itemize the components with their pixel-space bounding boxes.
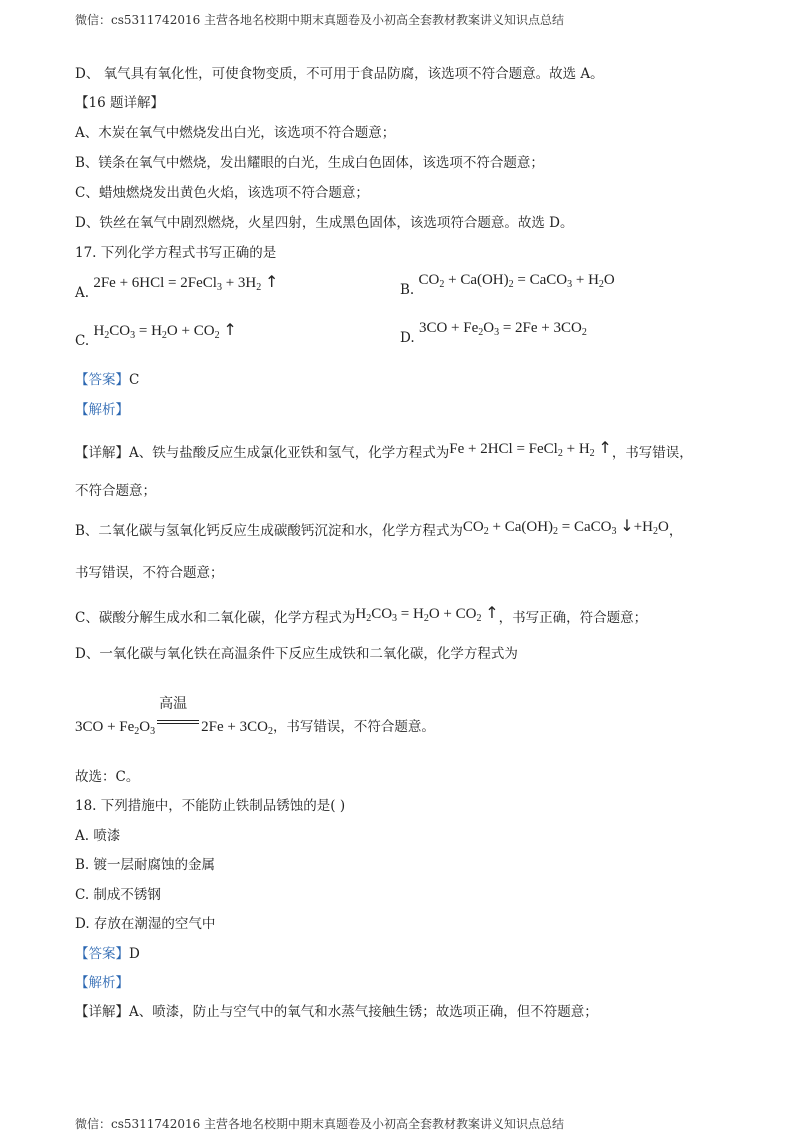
q15-option-d-explanation: D、 氧气具有氧化性，可使食物变质，不可用于食品防腐，该选项不符合题意。故选 A。: [75, 66, 604, 82]
q17-option-a-equation: 2Fe + 6HCl = 2FeCl$_3$ + $3H_2$ ↑: [93, 272, 279, 293]
q17-option-d-equation: $3CO + Fe_2O_3 = 2Fe + 3CO_2$: [418, 320, 587, 338]
q18-answer: [75, 946, 140, 962]
q17-option-d-label: D.: [400, 330, 415, 346]
q17-conclusion: 故选：C。: [75, 769, 140, 785]
q18-detail: [75, 1004, 598, 1020]
q17-answer-value: C: [129, 372, 140, 388]
q18-answer-tag: 【答案】: [75, 946, 129, 962]
q17-detail-b-equation: $CO_2 + Ca(OH)_2$ = CaCO$_3$ $↓+H_2O$: [462, 516, 669, 537]
q18-stem: 18. 下列措施中，不能防止铁制品锈蚀的是( ): [75, 798, 346, 814]
q17-detail-tag: 【详解】: [75, 445, 129, 461]
q17-option-b-label: B.: [400, 282, 415, 298]
q18-detail-text: A、喷漆，防止与空气中的氧气和水蒸气接触生锈；故选项正确，但不符题意；: [129, 1004, 598, 1020]
q17-detail-d: D、一氧化碳与氧化铁在高温条件下反应生成铁和二氧化碳，化学方程式为: [75, 646, 518, 662]
q17-detail-d-tail: ，书写错误，不符合题意。: [272, 719, 435, 735]
q17-option-a-label: A.: [75, 285, 90, 301]
q18-option-d: D. 存放在潮湿的空气中: [75, 916, 216, 932]
q17-detail-d-equation: $3CO + Fe_2O_3$ 高温 $2Fe + 3CO_2$: [75, 696, 273, 737]
q17-detail-d-equation-line: [75, 696, 435, 738]
q16-heading: 【16 题详解】: [75, 95, 164, 111]
q17-option-b-equation: $CO_2 + Ca(OH)_2$ = CaCO$_3$ + $H_2O$: [418, 272, 615, 290]
q17-detail-c: [75, 603, 647, 626]
q18-option-c: C. 制成不锈钢: [75, 887, 161, 903]
q17-detail-a-tail: ，书写错误，: [611, 445, 693, 461]
q17-option-c-equation: $H_2CO_3 = H_2O + CO_2$ ↑: [93, 320, 237, 341]
q17-option-a: [75, 272, 278, 301]
q17-detail-a-equation: Fe + 2HCl = FeCl$_2$ + $H_2$ ↑: [449, 438, 612, 459]
q18-answer-value: D: [129, 946, 140, 962]
q17-stem: 17. 下列化学方程式书写正确的是: [75, 245, 277, 261]
page-header: 微信：cs5311742016 主营各地名校期中期末真题卷及小初高全套教材教案讲义知识点总结: [75, 13, 565, 27]
q17-detail-a: [75, 438, 693, 461]
condition-label: 高温: [159, 696, 188, 712]
q18-option-a: A. 喷漆: [75, 828, 121, 844]
q17-option-d: [400, 320, 587, 346]
q17-detail-b-cont: 书写错误，不符合题意；: [75, 565, 224, 581]
q17-detail-c-equation: $H_2CO_3 = H_2O + CO_2$ ↑: [355, 603, 499, 624]
q17-option-c-label: C.: [75, 333, 90, 349]
q17-option-c: [75, 320, 237, 349]
q17-detail-b-text: B、二氧化碳与氢氧化钙反应生成碳酸钙沉淀和水，化学方程式为: [75, 523, 463, 539]
q18-detail-tag: 【详解】: [75, 1004, 129, 1020]
q18-option-b: B. 镀一层耐腐蚀的金属: [75, 857, 216, 873]
q17-detail-b-tail: ，: [668, 523, 683, 539]
q17-answer-tag: 【答案】: [75, 372, 129, 388]
q17-option-b: [400, 272, 615, 298]
q17-answer: [75, 372, 139, 388]
q16-line-a: A、木炭在氧气中燃烧发出白光，该选项不符合题意；: [75, 125, 396, 141]
q17-detail-b: [75, 516, 682, 539]
high-temperature-condition: [155, 696, 201, 734]
q18-analysis-tag: 【解析】: [75, 975, 129, 991]
q17-detail-a-cont: 不符合题意；: [75, 483, 156, 499]
q17-analysis-tag: 【解析】: [75, 402, 129, 418]
q17-detail-c-text: C、碳酸分解生成水和二氧化碳，化学方程式为: [75, 610, 356, 626]
q16-line-d: D、铁丝在氧气中剧烈燃烧，火星四射，生成黑色固体，该选项符合题意。故选 D。: [75, 215, 574, 231]
q16-line-c: C、蜡烛燃烧发出黄色火焰，该选项不符合题意；: [75, 185, 369, 201]
page-footer: 微信：cs5311742016 主营各地名校期中期末真题卷及小初高全套教材教案讲义知识点总结: [75, 1117, 565, 1131]
q17-detail-c-tail: ，书写正确，符合题意；: [498, 610, 648, 626]
q17-detail-a-text: A、铁与盐酸反应生成氯化亚铁和氢气，化学方程式为: [129, 445, 450, 461]
q16-line-b: B、镁条在氧气中燃烧，发出耀眼的白光，生成白色固体，该选项不符合题意；: [75, 155, 544, 171]
